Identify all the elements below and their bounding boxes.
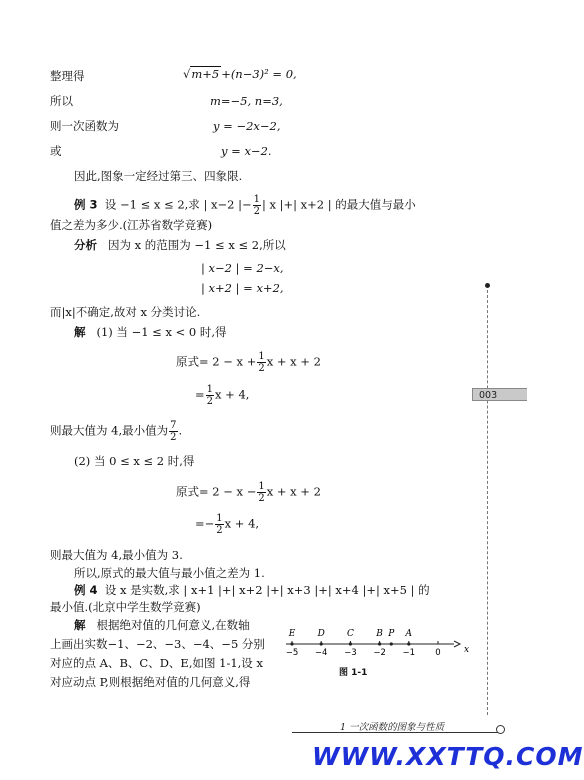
tick-label: −1: [402, 648, 416, 658]
text-line: (2) 当 0 ≤ x ≤ 2 时,得: [74, 454, 195, 468]
equation-line: m=−5, n=3,: [210, 94, 283, 108]
point-marker: [390, 642, 393, 645]
equation-line: = $\frac{1}{2}$ x + 4,: [195, 384, 250, 407]
text-line: 因此,图象一定经过第三、四象限.: [74, 169, 243, 183]
text-line: 而|x|不确定,故对 x 分类讨论.: [50, 305, 201, 319]
solution-line: 解 根据绝对值的几何意义,在数轴: [74, 618, 250, 632]
margin-guide-line: [487, 290, 488, 715]
fraction: $\frac{1}{2}$: [258, 481, 265, 504]
point-label: C: [346, 629, 354, 639]
fraction: $\frac{1}{2}$: [253, 194, 260, 217]
text-line: 所以: [50, 94, 73, 108]
equation-line: 原式= 2 − x − $\frac{1}{2}$ x + x + 2: [176, 481, 321, 504]
text-line: 或: [50, 144, 62, 158]
tick-label: −4: [314, 648, 328, 658]
example-4-line: 例 4 设 x 是实数,求 | x+1 |+| x+2 |+| x+3 |+| x+4 |+| x+5 | 的: [74, 583, 430, 597]
text-line: 对应的点 A、B、C、D、E,如图 1-1,设 x: [50, 656, 263, 670]
text-line: 则最大值为 4,最小值为 3.: [50, 548, 183, 562]
text-line: 则最大值为 4,最小值为 $\frac{7}{2}$ .: [50, 420, 183, 443]
equation-line: | x−2 | = 2−x,: [201, 261, 284, 275]
text-line: 最小值.(北京中学生数学竞赛): [50, 600, 201, 614]
point-label: A: [405, 629, 413, 639]
text-line: 所以,原式的最大值与最小值之差为 1.: [74, 566, 265, 580]
point-marker: [378, 642, 381, 645]
tick-label: −3: [344, 648, 357, 658]
page-number-tab: 003: [472, 388, 527, 401]
equation-line: =− $\frac{1}{2}$ x + 4,: [195, 513, 260, 536]
fraction: $\frac{1}{2}$: [258, 351, 265, 374]
equation-line: √m+5 +(n−3)² = 0,: [183, 67, 297, 81]
point-marker: [320, 642, 323, 645]
text-line: 上画出实数−1、−2、−3、−4、−5 分别: [50, 637, 265, 651]
point-label: B: [376, 629, 383, 639]
equation-line: | x+2 | = x+2,: [201, 281, 284, 295]
axis-arrow-icon: [454, 641, 460, 647]
tick-label: 0: [435, 648, 441, 658]
equation-line: 原式= 2 − x + $\frac{1}{2}$ x + x + 2: [176, 351, 321, 374]
chapter-footer: 1 一次函数的图象与性质: [340, 722, 445, 733]
equation-line: y = −2x−2,: [213, 119, 281, 133]
figure-caption: 图 1-1: [339, 668, 368, 678]
point-label: D: [317, 629, 325, 639]
fraction: $\frac{1}{2}$: [206, 384, 214, 407]
point-marker: [349, 642, 352, 645]
example-3-line: 例 3 设 −1 ≤ x ≤ 2,求 | x−2 |− $\frac{1}{2}$ | x |+| x+2 | 的最大值与最小: [74, 194, 416, 217]
point-label: P: [388, 629, 395, 639]
tick-label: −2: [373, 648, 386, 658]
fraction: $\frac{1}{2}$: [216, 513, 223, 536]
fraction: $\frac{7}{2}$: [170, 420, 177, 443]
sqrt-expression: √m+5: [183, 67, 220, 81]
axis-label: x: [464, 645, 470, 655]
analysis-line: 分析 因为 x 的范围为 −1 ≤ x ≤ 2,所以: [74, 238, 286, 252]
point-marker: [407, 642, 410, 645]
text-line: 对应动点 P,则根据绝对值的几何意义,得: [50, 675, 251, 689]
point-label: E: [288, 629, 296, 639]
number-line-figure: [278, 624, 478, 662]
text-line: 值之差为多少.(江苏省数学竞赛): [50, 218, 213, 232]
equation-line: y = x−2.: [221, 144, 272, 158]
footer-rule: [292, 732, 498, 733]
watermark: WWW.XXTTQ.COM: [312, 742, 584, 771]
ring-icon: [496, 725, 505, 734]
tick-label: −5: [285, 648, 299, 658]
text-line: 整理得: [50, 69, 85, 83]
text-line: 则一次函数为: [50, 119, 119, 133]
solution-line: 解 (1) 当 −1 ≤ x < 0 时,得: [74, 325, 227, 339]
margin-dot: [485, 283, 490, 288]
point-marker: [290, 642, 293, 645]
